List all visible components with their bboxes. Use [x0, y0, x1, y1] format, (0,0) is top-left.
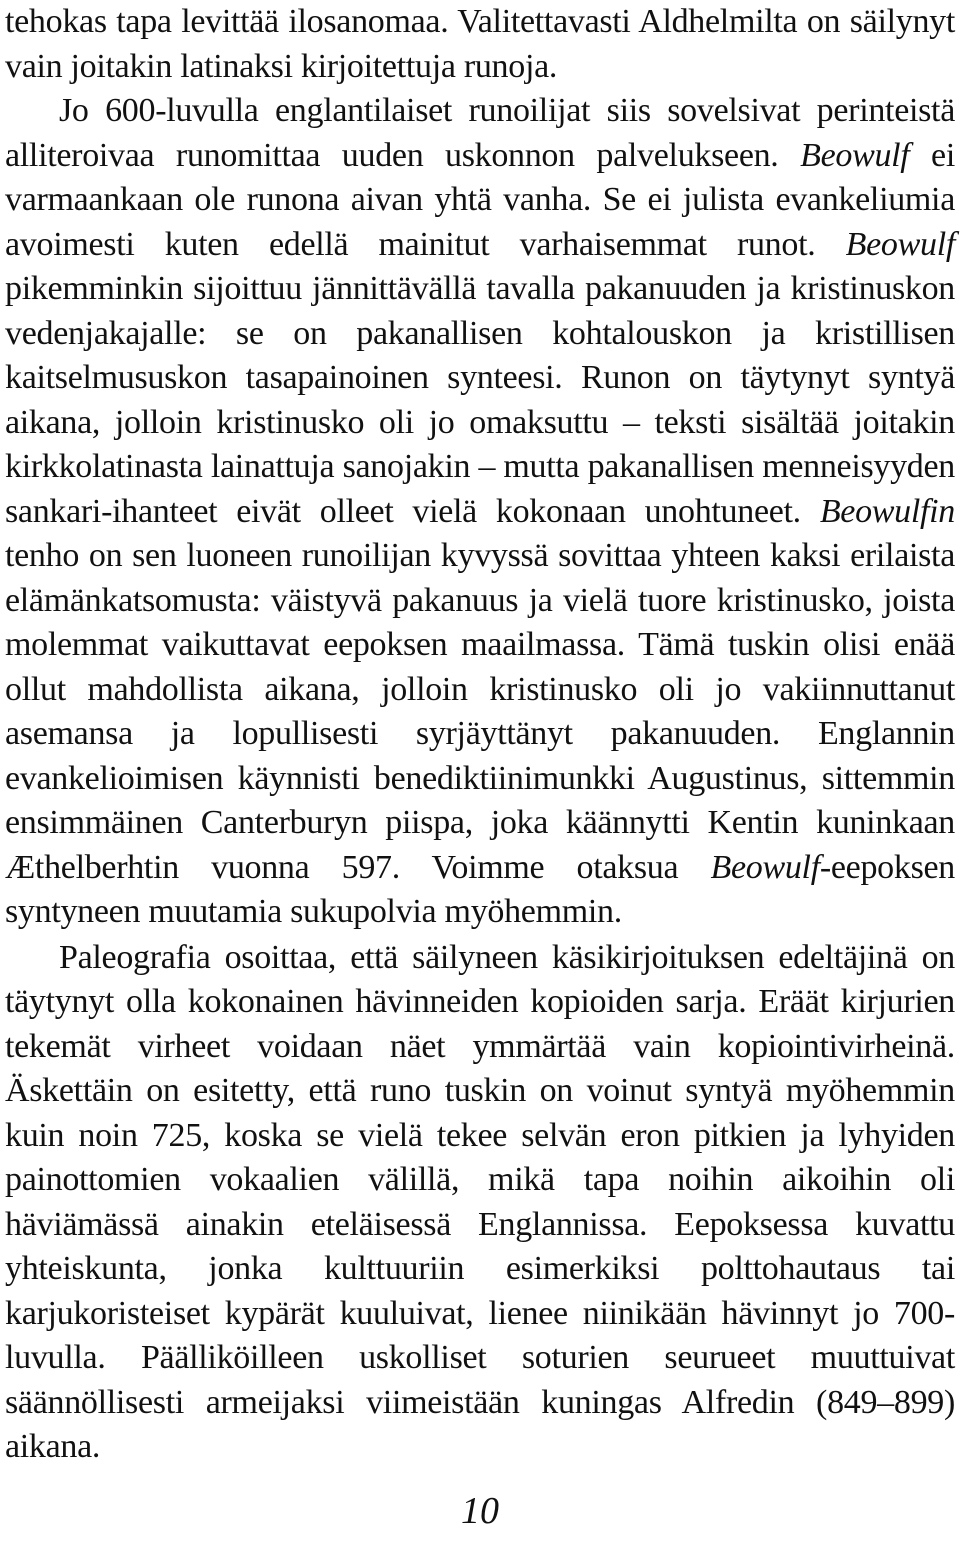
beowulf-title-italic: Beowulf	[710, 848, 820, 886]
paragraph-2-text-b: ei varmaankaan ole runona aivan yhtä vanha. Se ei julista evankeliumia avoimesti kuten edellä mainitut varhaisemmat runot.	[5, 136, 955, 263]
beowulfin-title-italic: Beowulfin	[819, 492, 955, 530]
paragraph-3	[5, 936, 955, 1470]
paragraph-3-text: Paleografia osoittaa, että säilyneen käsikirjoituksen edeltäjinä on täytynyt olla kokonainen hävinneiden kopioiden sarja. Eräät kirjurien tekemät virheet voidaan näet ymmärtää vain kopiointivirheinä. Äskettäin on esitetty, että runo tuskin on voinut syntyä myöhemmin kuin noin 725, koska se vielä tekee selvän eron pitkien ja lyhyiden painottomien vokaalien välillä, mikä tapa noihin aikoihin oli häviämässä ainakin eteläisessä Englannissa. Eepoksessa kuvattu yhteiskunta, jonka kulttuuriin esimerkiksi polttohautaus tai karjukoristeiset kypärät kuuluivat, lienee niinikään hävinnyt jo 700-luvulla. Päälliköilleen uskolliset soturien seurueet muuttuivat säännöllisesti armeijaksi viimeistään kuningas Alfredin (849–899) aikana.	[5, 938, 955, 1465]
beowulf-title-italic: Beowulf	[845, 225, 955, 263]
body-text	[5, 0, 955, 1470]
paragraph-2-text-a: Jo 600-luvulla englantilaiset runoilijat siis sovelsivat perinteistä alliteroivaa runomittaa uuden uskonnon palvelukseen.	[5, 92, 955, 174]
paragraph-2	[5, 89, 955, 935]
paragraph-1	[5, 0, 955, 89]
paragraph-2-text-d: tenho on sen luoneen runoilijan kyvyssä sovittaa yhteen kaksi erilaista elämänkatsomusta: väistyvä pakanuus ja vielä tuore kristinusko, joista molemmat vaikuttavat eepoksen maailmassa. Tämä tuskin olisi enää ollut mahdollista aikana, jolloin kristinusko oli jo vakiinnuttanut asemansa ja lopullisesti syrjäyttänyt pakanuuden. Englannin evankelioimisen käynnisti benediktiinimunkki Augustinus, sittemmin ensimmäinen Canterburyn piispa, joka käännytti Kentin kuninkaan Æthelberhtin vuonna 597. Voimme otaksua	[5, 537, 955, 886]
beowulf-title-italic: Beowulf	[800, 136, 910, 174]
page-number: 10	[461, 1490, 499, 1532]
document-page	[5, 0, 955, 1470]
paragraph-2-text-e: -eepoksen syntyneen muutamia sukupolvia myöhemmin.	[5, 848, 955, 930]
paragraph-2-text-c: pikemminkin sijoittuu jännittävällä tavalla pakanuuden ja kristinuskon vedenjakajalle: se on pakanallisen kohtalouskon ja kristillisen kaitselmususkon tasapainoinen synteesi. Runon on täytynyt syntyä aikana, jolloin kristinusko oli jo omaksuttu – teksti sisältää joitakin kirkkolatinasta lainattuja sanojakin – mutta pakanallisen menneisyyden sankari-ihanteet eivät olleet vielä kokonaan unohtuneet.	[5, 270, 955, 530]
paragraph-1-text: tehokas tapa levittää ilosanomaa. Valitettavasti Aldhelmilta on säilynyt vain joitakin latinaksi kirjoitettuja runoja.	[5, 3, 955, 85]
